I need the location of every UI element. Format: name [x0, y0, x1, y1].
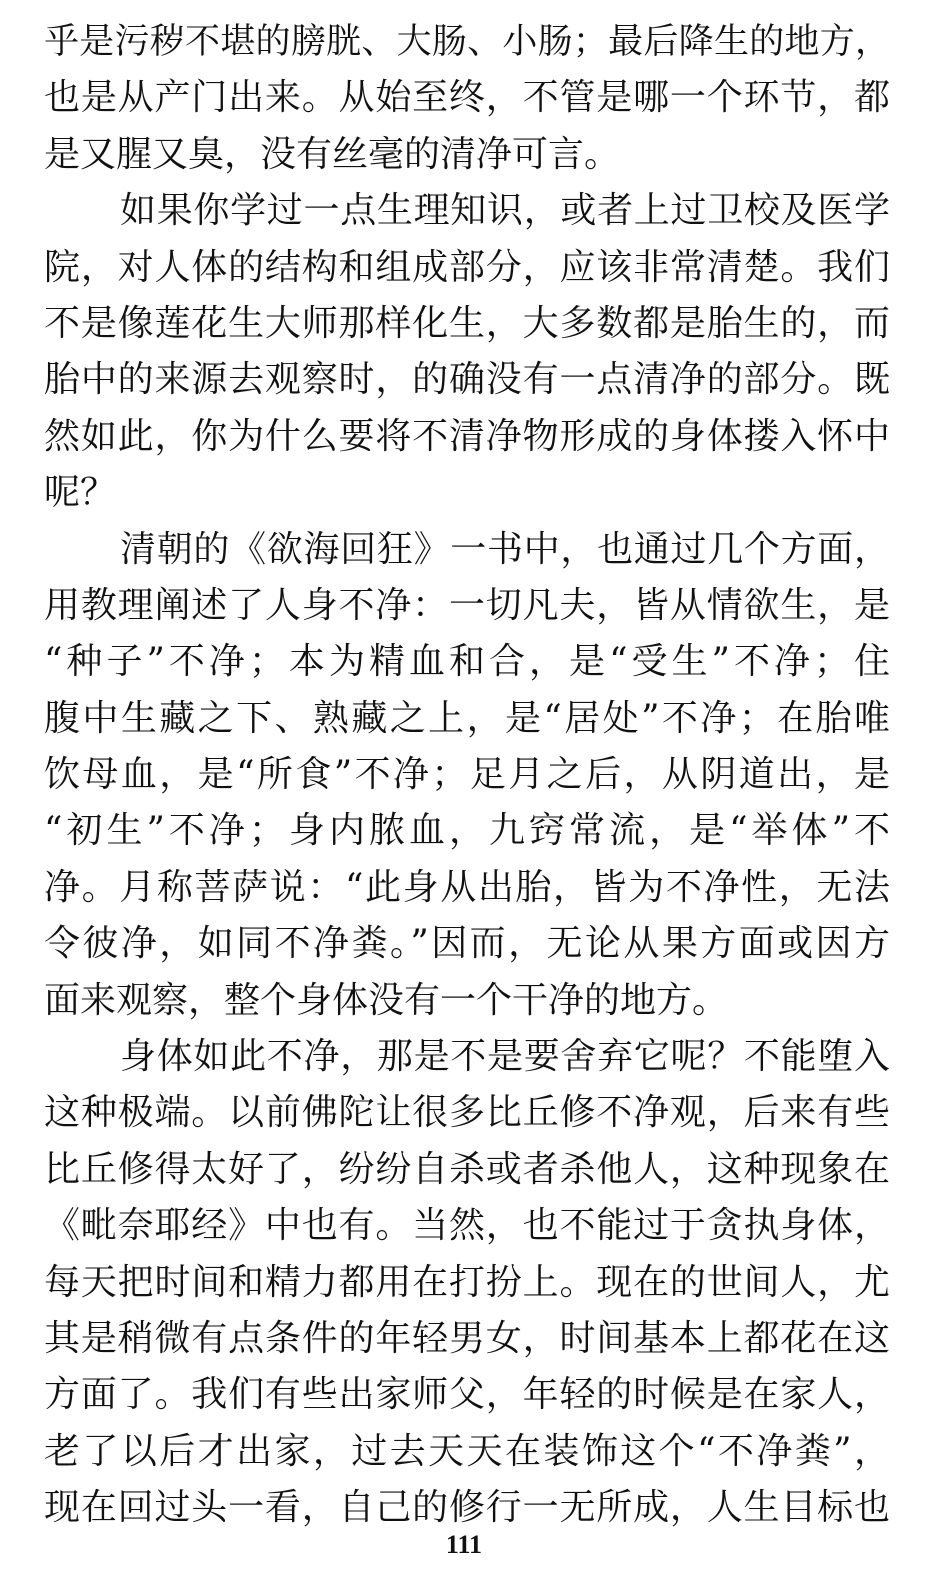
text-line: “种子”不净；本为精血和合，是“受生”不净；住 [44, 641, 890, 683]
text-line: 老了以后才出家，过去天天在装饰这个“不净粪”， [44, 1430, 890, 1472]
text-line: 不是像莲花生大师那样化生，大多数都是胎生的，而 [44, 302, 890, 344]
text-line: 令彼净，如同不净粪。”因而，无论从果方面或因方 [44, 923, 890, 965]
text-line: 身体如此不净，那是不是要舍弃它呢？不能堕入 [120, 1036, 890, 1078]
text-line: 清朝的《欲海回狂》一书中，也通过几个方面， [120, 528, 890, 570]
text-line: 如果你学过一点生理知识，或者上过卫校及医学 [120, 190, 890, 232]
text-line: 净。月称菩萨说：“此身从出胎，皆为不净性，无法 [44, 866, 890, 908]
text-line: 然如此，你为什么要将不清净物形成的身体搂入怀中 [44, 415, 890, 457]
text-line: 这种极端。以前佛陀让很多比丘修不净观，后来有些 [44, 1092, 890, 1134]
text-line: 腹中生藏之下、熟藏之上，是“居处”不净；在胎唯 [44, 697, 890, 739]
text-line: 比丘修得太好了，纷纷自杀或者杀他人，这种现象在 [44, 1148, 890, 1190]
text-line: 现在回过头一看，自己的修行一无所成，人生目标也 [44, 1487, 890, 1529]
page-number: 111 [445, 1530, 483, 1559]
text-line: 院，对人体的结构和组成部分，应该非常清楚。我们 [44, 246, 890, 288]
text-line: 是又腥又臭，没有丝毫的清净可言。 [44, 133, 621, 175]
text-line: 乎是污秽不堪的膀胱、大肠、小肠；最后降生的地方， [44, 22, 890, 62]
text-line: 每天把时间和精力都用在打扮上。现在的世间人，尤 [44, 1261, 890, 1303]
text-line: “初生”不净；身内脓血，九窍常流，是“举体”不 [44, 810, 890, 852]
text-line: 用教理阐述了人身不净：一切凡夫，皆从情欲生，是 [44, 584, 890, 626]
text-line: 面来观察，整个身体没有一个干净的地方。 [44, 979, 729, 1021]
text-line: 方面了。我们有些出家师父，年轻的时候是在家人， [44, 1374, 890, 1416]
text-line: 也是从产门出来。从始至终，不管是哪一个环节，都 [44, 77, 890, 119]
text-line: 《毗奈耶经》中也有。当然，也不能过于贪执身体， [44, 1205, 890, 1247]
text-line: 胎中的来源去观察时，的确没有一点清净的部分。既 [44, 359, 890, 401]
text-line: 其是稍微有点条件的年轻男女，时间基本上都花在这 [44, 1317, 890, 1359]
body-text [44, 14, 890, 1537]
text-line: 饮母血，是“所食”不净；足月之后，从阴道出，是 [44, 754, 890, 796]
text-line: 呢？ [44, 472, 117, 514]
